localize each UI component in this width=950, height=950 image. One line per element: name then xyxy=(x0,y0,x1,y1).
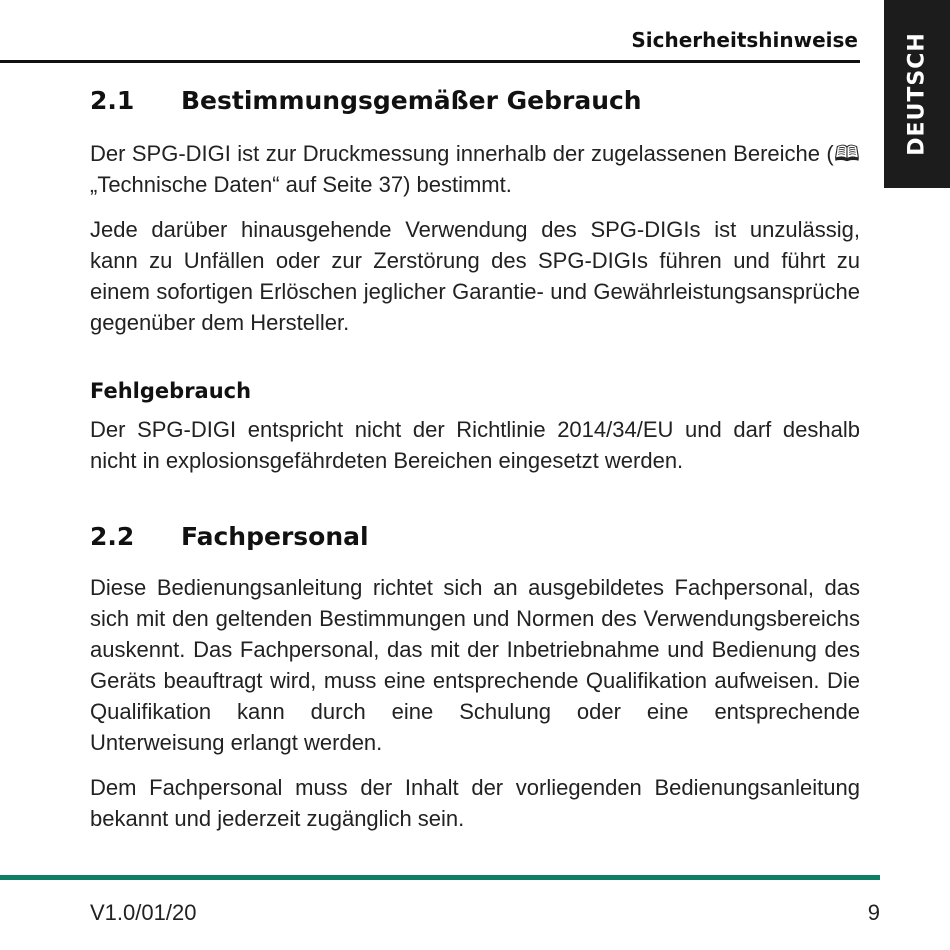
paragraph: Diese Bedienungsanleitung richtet sich an ausgebildetes Fachpersonal, das sich mit den geltenden Bestimmungen und Normen des Verwendungsbereichs auskennt. Das Fachpersonal, das mit der Inbetriebnahme und Bedienung des Geräts beauftragt wird, muss eine entsprechende Qualifikation aufweisen. Die Qualifikation kann durch eine Schulung oder eine entsprechende Unterweisung erlangt werden. xyxy=(90,575,860,755)
document-version: V1.0/01/20 xyxy=(90,900,197,925)
footer-rule xyxy=(0,875,880,880)
section-number: 2.1 xyxy=(90,86,135,115)
paragraph: Dem Fachpersonal muss der Inhalt der vorliegenden Bedienungsanleitung bekannt und jederzeit zugänglich sein. xyxy=(90,775,860,831)
paragraph: Der SPG-DIGI entspricht nicht der Richtlinie 2014/34/EU und darf deshalb nicht in explosionsgefährdeten Bereichen eingesetzt werden. xyxy=(90,417,860,473)
section-title: Fachpersonal xyxy=(181,522,369,551)
section-title: Bestimmungsgemäßer Gebrauch xyxy=(181,86,642,115)
language-tab-label: DEUTSCH xyxy=(904,32,930,156)
paragraph: Der SPG-DIGI ist zur Druckmessung innerhalb der zugelassenen Bereiche (🕮 „Technische Daten“ auf Seite 37) bestimmt. xyxy=(90,141,860,197)
page-content xyxy=(90,84,860,834)
running-header-title: Sicherheitshinweise xyxy=(631,28,858,52)
subsection-heading: Fehlgebrauch xyxy=(90,379,252,403)
section-heading-2-1 xyxy=(90,84,860,118)
page-number: 9 xyxy=(867,900,880,925)
section-number: 2.2 xyxy=(90,522,135,551)
section-heading-2-2 xyxy=(90,520,860,554)
paragraph: Jede darüber hinausgehende Verwendung des SPG-DIGIs ist unzulässig, kann zu Unfällen oder zur Zerstörung des SPG-DIGIs führen und führt zu einem sofortigen Erlöschen jeglicher Garantie- und Gewährleistungsansprüche gegenüber dem Hersteller. xyxy=(90,217,860,335)
header-rule xyxy=(0,60,860,63)
language-tab xyxy=(884,0,950,188)
